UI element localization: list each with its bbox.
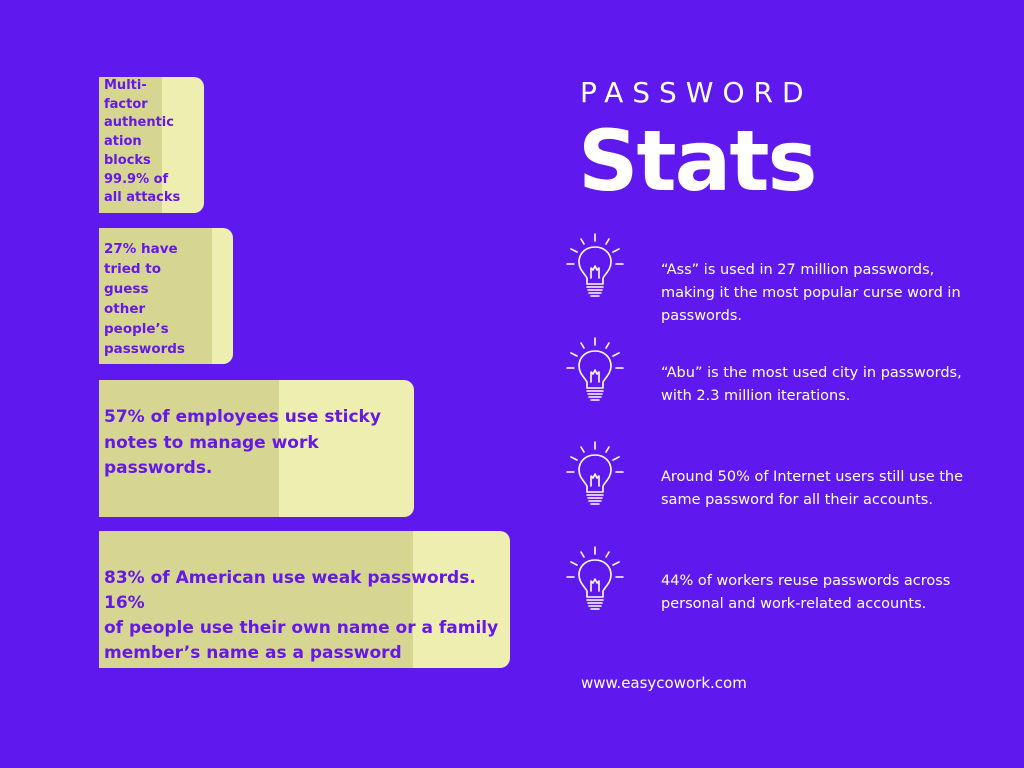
page-title: Stats [578, 112, 816, 210]
stat-text: Around 50% of Internet users still use the same password for all their accounts. [661, 469, 964, 508]
bar-guess-passwords [99, 228, 233, 364]
bar-multifactor [99, 77, 204, 213]
footer-url: www.easycowork.com [581, 674, 747, 692]
bar-label: 27% have tried to guess other people’s passwords [104, 241, 185, 357]
bar-label: 83% of American use weak passwords. 16% of people use their own name or a family member’s name as a password [104, 568, 499, 663]
stat-text: “Ass” is used in 27 million passwords, making it the most popular curse word in passwords. [661, 262, 961, 324]
bar-sticky-notes [99, 380, 414, 517]
bar-label: Multi- factor authentic ation blocks 99.9% of all attacks [104, 78, 181, 206]
bar-weak-passwords [99, 531, 510, 668]
lightbulb-icon [560, 440, 630, 510]
lightbulb-icon [560, 545, 630, 615]
lightbulb-icon [560, 336, 630, 406]
lightbulb-icon [560, 232, 630, 302]
stat-text: 44% of workers reuse passwords across personal and work-related accounts. [661, 573, 951, 612]
bar-label: 57% of employees use sticky notes to manage work passwords. [104, 407, 381, 478]
page-kicker: PASSWORD [580, 76, 813, 109]
stat-text: “Abu” is the most used city in passwords, with 2.3 million iterations. [661, 365, 962, 404]
